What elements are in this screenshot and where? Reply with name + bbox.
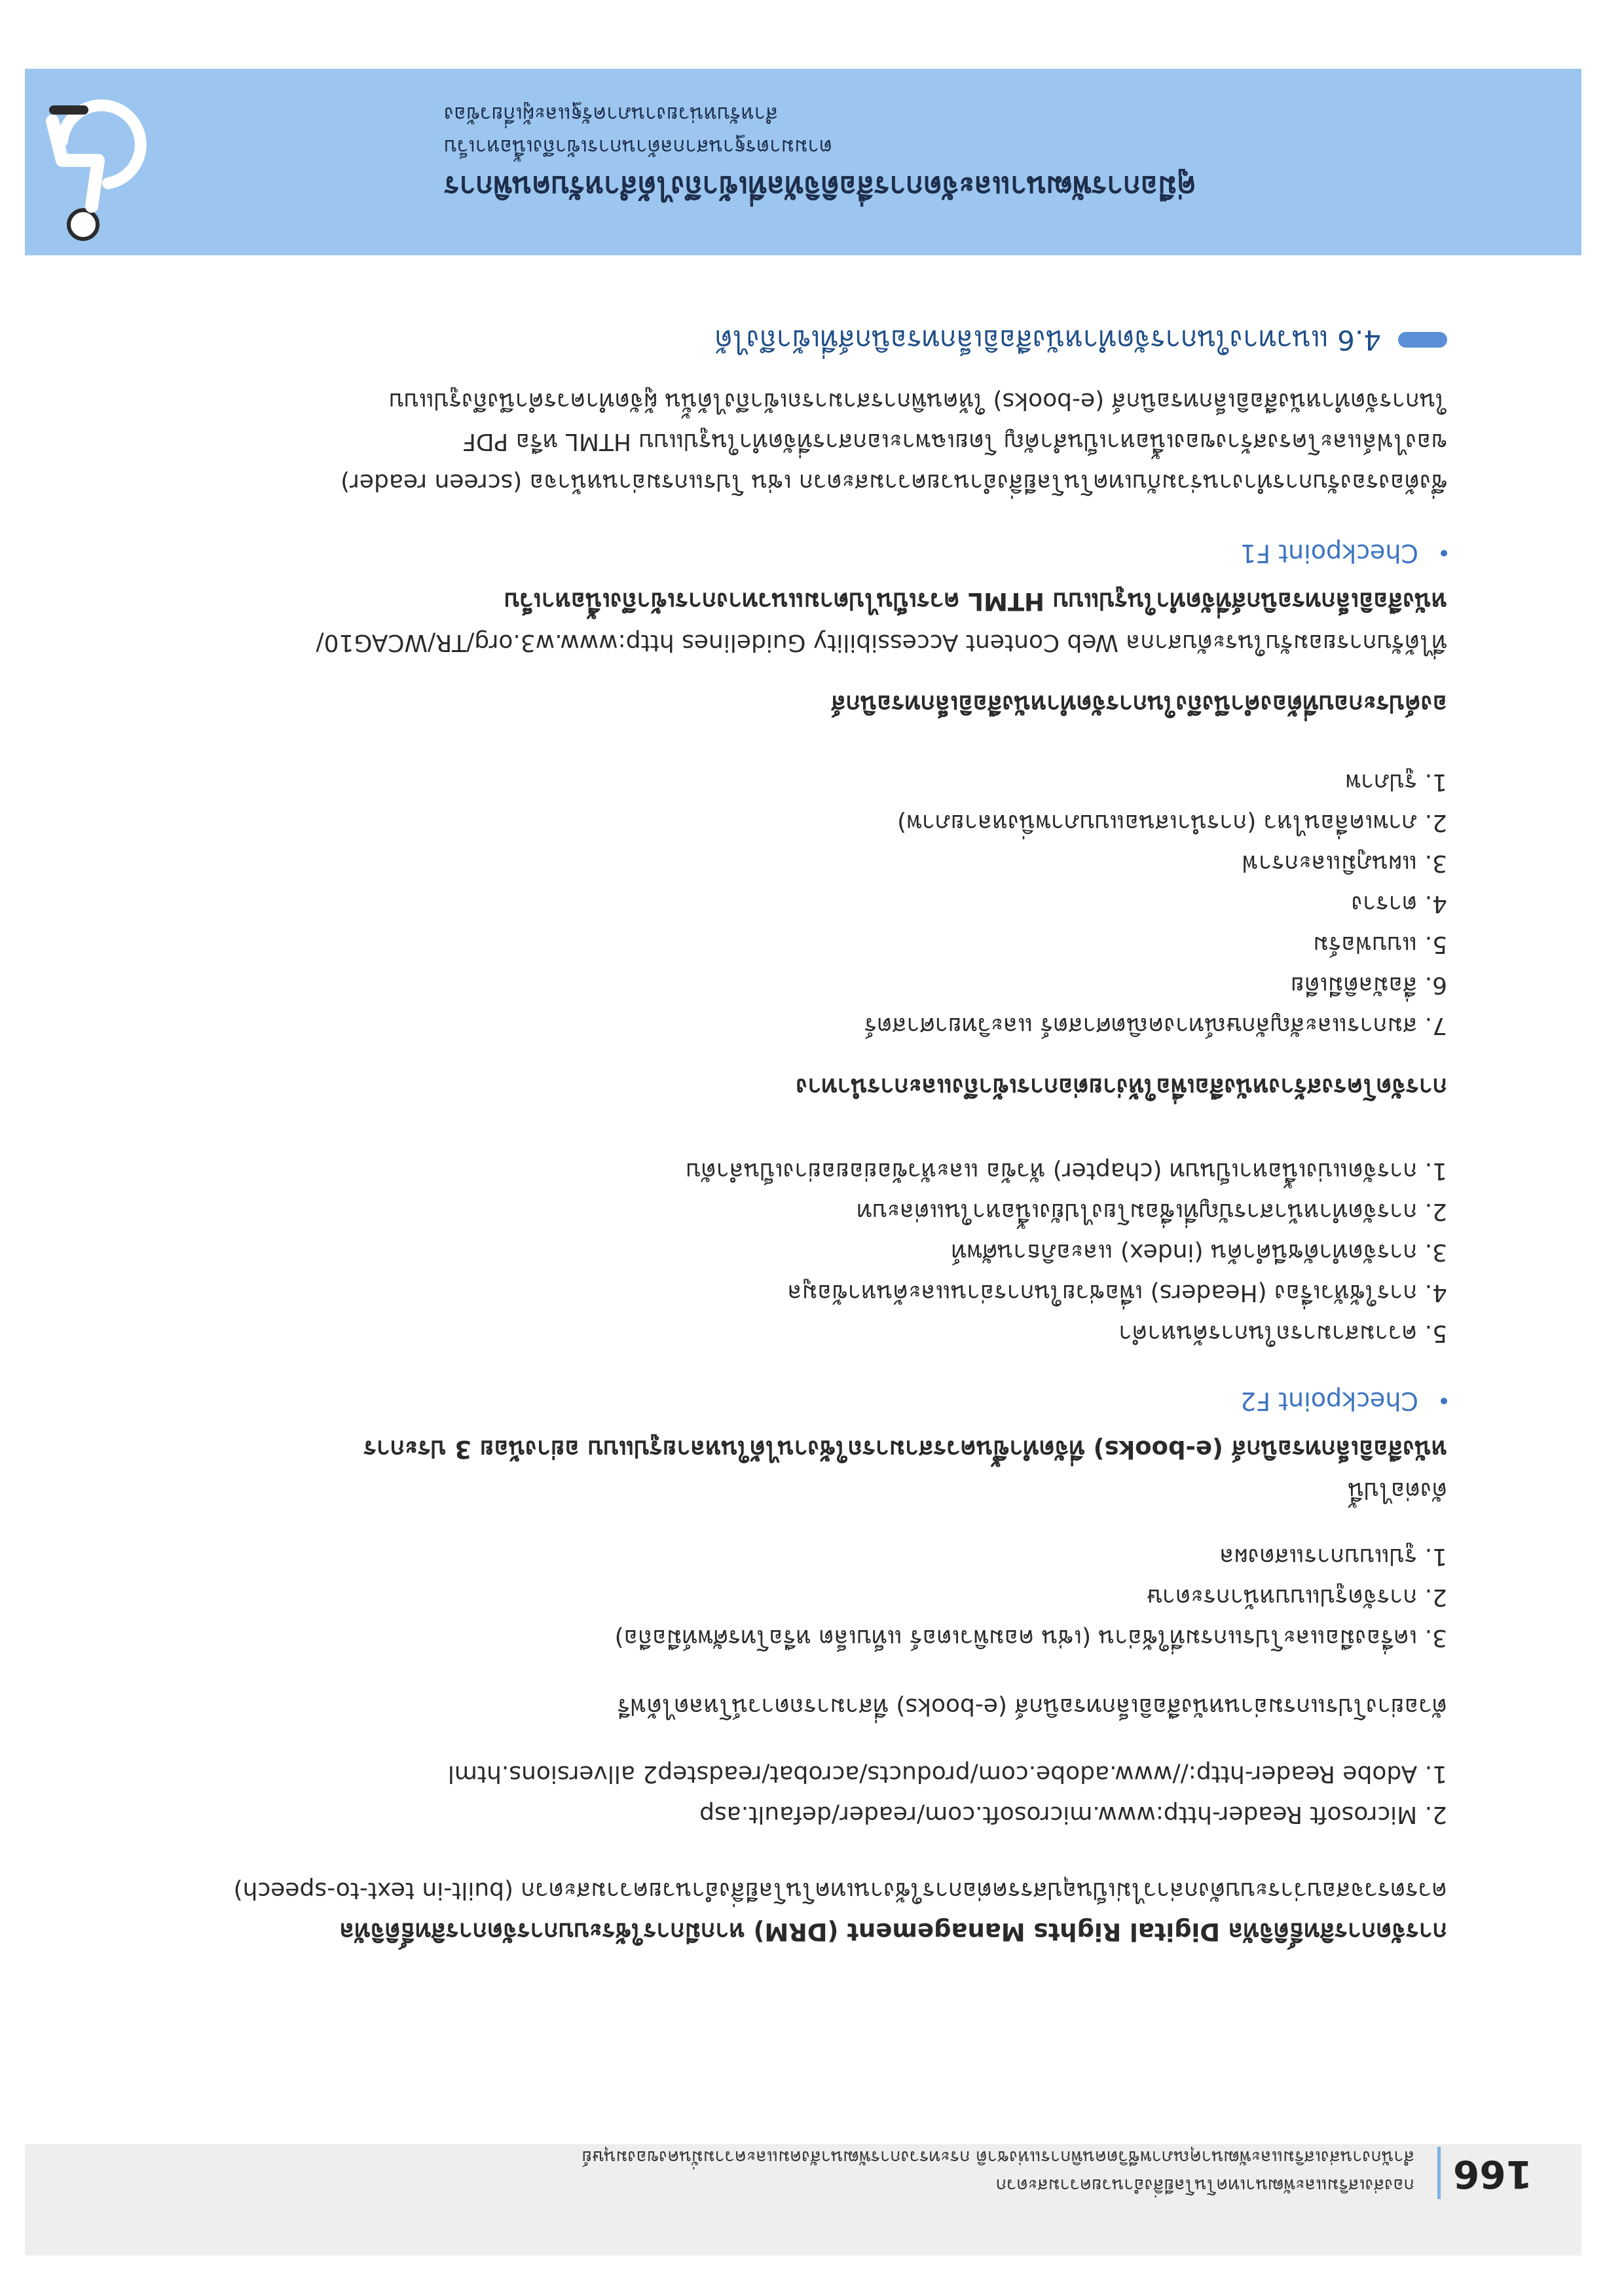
list-item: 2. Microsoft Reader-http:www.microsoft.com/reader/default.asp	[699, 1801, 1447, 1828]
list-item: 3. เครื่องมือและโปรแกรมที่ใช้อ่าน (เช่น คอมพิวเตอร์ แท็บเล็ต หรือโทรศัพท์มือถือ)	[614, 1624, 1447, 1651]
list-item: 5. ความสามารถในการค้นหาคำ	[1118, 1320, 1447, 1347]
drm-line-1: การจัดการสิทธิ์ดิจิทัล Digital Rights Management (DRM) หากมีการใช้ระบบการจัดการสิทธิ์ดิจิทัล	[339, 1918, 1447, 1946]
list-item: 2. ภาพเคลื่อนไหว (การนำเสนอแบบภาพนิ่งหลายภาพ)	[897, 809, 1447, 836]
list-item: 5. แบบฟอร์ม	[1313, 931, 1447, 958]
f1-text-line-1: หนังสืออิเล็กทรอนิกส์ที่จัดทำในรูปแบบ HTML ควรเป็นไปตามแนวทางการเข้าถึงเนื้อหาเว็บ	[504, 587, 1447, 615]
f2-items	[177, 1536, 1447, 1658]
list-item: 1. การจัดแบ่งเนื้อหาเป็นบท (chapter) หัวข้อ และหัวข้อย่อยอย่างเป็นลำดับ	[686, 1157, 1447, 1184]
intro-line-2: ของไฟล์และโครงสร้างของเนื้อหาเป็นสำคัญ โดยเฉพาะเอกสารที่จัดทำในรูปแบบ HTML หรือ PDF	[462, 428, 1447, 455]
banner-subtitle-2: สำหรับหน่วยงานภาครัฐและผู้เกี่ยวข้อง	[444, 102, 779, 126]
f2-text	[177, 1428, 1447, 1510]
checkpoint-f2-label: Checkpoint F2	[1240, 1387, 1418, 1415]
structure-heading-text: การจัดโครงสร้างหนังสือเพื่อให้ง่ายต่อการเข้าถึงและการนำทาง	[796, 1073, 1447, 1101]
drm-line-2: ควรตรวจสอบว่าระบบดังกล่าวไม่เป็นอุปสรรคต่อการใช้งานเทคโนโลยีสิ่งอำนวยความสะดวก (built-in text-to-speech)	[233, 1877, 1447, 1904]
list-item: 3. การจัดทำดัชนีคำค้น (index) และอภิธานศัพท์	[951, 1239, 1447, 1266]
page-header	[25, 2144, 1581, 2255]
header-line-1: กองส่งเสริมและพัฒนาเทคโนโลยีสิ่งอำนวยความสะดวก	[995, 2175, 1414, 2195]
note-text: ตัวอย่างโปรแกรมอ่านหนังสืออิเล็กทรอนิกส์ (e-books) ที่สามารถดาวน์โหลดได้ฟรี	[617, 1693, 1447, 1720]
list-item: 1. Adobe Reader-http://www.adobe.com/products/acrobat/readstep2 allversions.html	[447, 1760, 1447, 1787]
section-title: 4.6 แนวทางในการจัดทำหนังสืออิเล็กทรอนิกส์ที่เข้าถึงได้	[714, 324, 1381, 356]
list-item: 6. สื่อมัลติมีเดีย	[1290, 972, 1447, 998]
page-banner	[25, 69, 1581, 255]
list-item: 7. สมการและสัญลักษณ์ทางคณิตศาสตร์ และวิทยาศาสตร์	[864, 1012, 1447, 1039]
f1-items	[177, 761, 1447, 1046]
list-item: 1. รูปแบบการแสดงผล	[1219, 1543, 1447, 1570]
f1-heading	[177, 683, 1447, 725]
bullet-icon	[1441, 550, 1447, 556]
bullet-icon	[1441, 1398, 1447, 1404]
structure-heading	[177, 1066, 1447, 1108]
reader-links	[177, 1753, 1447, 1834]
intro-line-3: ซึ่งต้องรองรับการทำงานร่วมกับเทคโนโลยีสิ่งอำนวยความสะดวก เช่น โปรแกรมอ่านหน้าจอ (screen reader)	[341, 469, 1447, 496]
f1-text-line-2: ที่ได้รับการยอมรับในระดับสากล Web Content Accessibility Guidelines http:www.w3.org/TR/WCAG10/	[316, 629, 1447, 656]
f1-heading-text: องค์ประกอบที่ต้องคำนึงถึงในการจัดทำหนังสืออิเล็กทรอนิกส์	[831, 690, 1447, 718]
banner-subtitle-1: ตามมาตรฐานสากลด้านการเข้าถึงเนื้อหาเว็บ	[444, 135, 832, 158]
banner-title: คู่มือการพัฒนาและจัดการสื่อดิจิทัลที่เข้าถึงได้สำหรับคนพิการ	[444, 170, 1196, 203]
checkpoint-f2	[177, 1387, 1447, 1415]
section-bar-icon	[1398, 332, 1447, 348]
intro-line-1: ในการจัดทำหนังสืออิเล็กทรอนิกส์ (e-books) ให้คนพิการสามารถเข้าถึงได้นั้น ผู้จัดทำควรคำนึงถึงรูปแบบ	[388, 388, 1447, 414]
list-item: 3. แผนภูมิและกราฟ	[1242, 850, 1447, 877]
list-item: 4. ตาราง	[1351, 890, 1447, 917]
f2-text-line-2: ดังต่อไปนี้	[1348, 1477, 1447, 1504]
page-number: 166	[1452, 2152, 1532, 2196]
f1-text	[177, 580, 1447, 663]
drm-paragraph	[177, 1870, 1447, 1952]
header-line-2: สำนักงานส่งเสริมและพัฒนาคุณภาพชีวิตคนพิการแห่งชาติ กระทรวงการพัฒนาสังคมและความมั่นคงของมนุษย์	[581, 2147, 1414, 2167]
wheelchair-icon	[36, 95, 160, 246]
header-divider	[1437, 2147, 1441, 2199]
intro-paragraph	[177, 380, 1447, 502]
f2-text-line-1: หนังสืออิเล็กทรอนิกส์ (e-books) ที่จัดทำขึ้นควรสามารถใช้งานได้ในหลายรูปแบบ อย่างน้อย 3 ประการ	[363, 1435, 1447, 1463]
checkpoint-f1	[177, 539, 1447, 568]
list-item: 2. การจัดรูปแบบหน้ากระดาษ	[1146, 1584, 1447, 1611]
reader-note	[177, 1686, 1447, 1726]
checkpoint-f1-label: Checkpoint F1	[1240, 539, 1418, 568]
list-item: 4. การใช้หัวเรื่อง (Headers) เพื่อช่วยในการอ่านและค้นหาข้อมูล	[787, 1279, 1447, 1306]
section-heading	[177, 322, 1447, 361]
structure-items	[177, 1150, 1447, 1353]
list-item: 2. การจัดทำหน้าสารบัญที่เชื่อมโยงไปยังเนื้อหาในแต่ละบท	[857, 1198, 1447, 1225]
list-item: 1. รูปภาพ	[1345, 769, 1447, 795]
